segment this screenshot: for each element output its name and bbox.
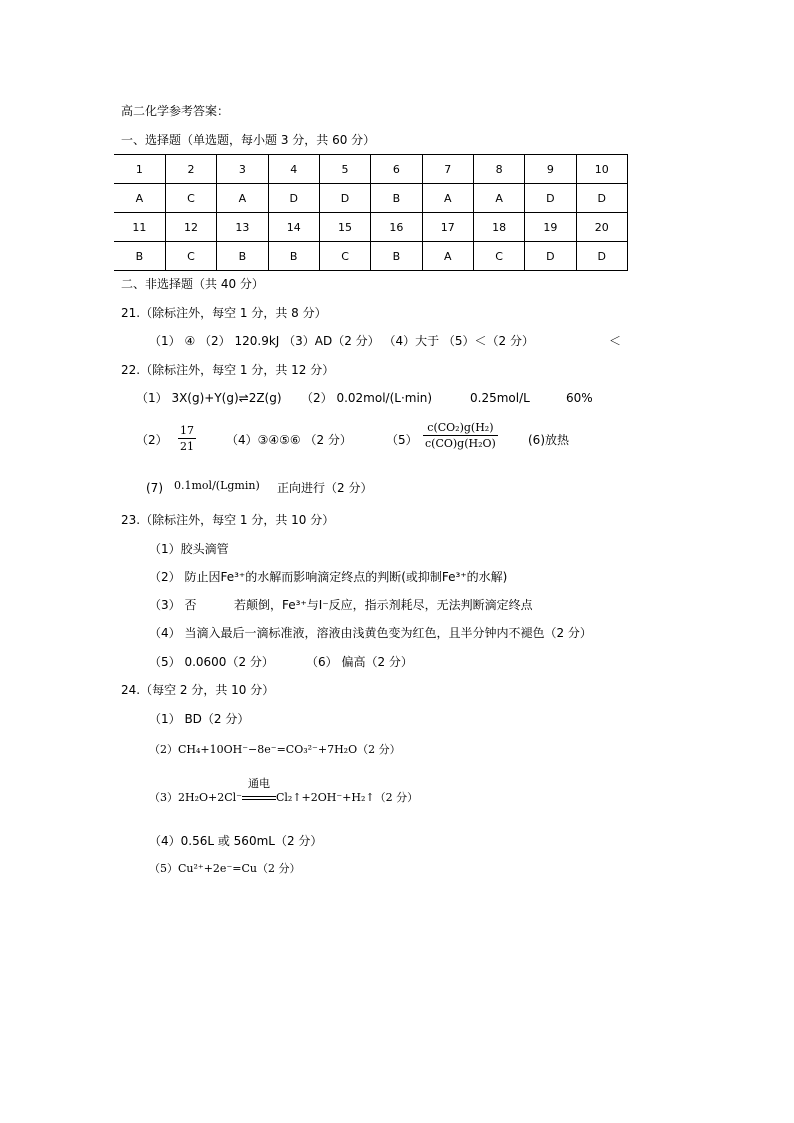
table-cell: B xyxy=(268,242,319,271)
q23-l5-a: （5） 0.0600（2 分） xyxy=(149,655,274,669)
table-cell: B xyxy=(371,184,422,213)
q23-l5-b: （6） 偏高（2 分） xyxy=(306,655,413,669)
table-row xyxy=(114,155,628,184)
table-cell: 14 xyxy=(268,213,319,242)
q24-header: 24.（每空 2 分，共 10 分） xyxy=(121,683,275,697)
q22-l1-d: 60% xyxy=(566,391,593,405)
q21-line1: （1） ④ （2） 120.9kJ （3）AD（2 分） （4）大于 （5）＜（2 分） xyxy=(149,334,535,348)
table-cell: C xyxy=(473,242,524,271)
table-cell: A xyxy=(114,184,165,213)
table-cell: 20 xyxy=(576,213,627,242)
table-cell: D xyxy=(319,184,370,213)
table-row xyxy=(114,242,628,271)
table-cell: 15 xyxy=(319,213,370,242)
table-cell: A xyxy=(217,184,268,213)
table-cell: 4 xyxy=(268,155,319,184)
table-cell: 6 xyxy=(371,155,422,184)
q24-l1: （1） BD（2 分） xyxy=(149,712,250,726)
q22-l3-a: (7) xyxy=(146,481,163,495)
table-cell: D xyxy=(576,184,627,213)
q22-eq xyxy=(423,420,498,451)
table-cell: D xyxy=(525,184,576,213)
table-cell: 1 xyxy=(114,155,165,184)
table-cell: 11 xyxy=(114,213,165,242)
q22-l3-c: 正向进行（2 分） xyxy=(277,481,373,495)
table-cell: B xyxy=(217,242,268,271)
doc-title: 高二化学参考答案： xyxy=(121,104,230,118)
table-cell: B xyxy=(371,242,422,271)
table-cell: 5 xyxy=(319,155,370,184)
q24-l3-right: Cl₂↑+2OH⁻+H₂↑（2 分） xyxy=(275,791,419,804)
q22-l1-a: （1） 3X(g)+Y(g)⇌2Z(g) xyxy=(136,391,282,405)
equals-bars xyxy=(242,796,276,800)
table-cell: 7 xyxy=(422,155,473,184)
table-cell: 19 xyxy=(525,213,576,242)
table-row xyxy=(114,184,628,213)
frac-num: 17 xyxy=(180,424,194,437)
table-cell: 2 xyxy=(165,155,216,184)
table-cell: 12 xyxy=(165,213,216,242)
table-cell: D xyxy=(268,184,319,213)
q23-l1: （1）胶头滴管 xyxy=(149,542,229,556)
q22-l2-d: (6)放热 xyxy=(528,433,569,447)
table-cell: C xyxy=(165,242,216,271)
table-cell: C xyxy=(165,184,216,213)
table-cell: D xyxy=(525,242,576,271)
table-cell: 18 xyxy=(473,213,524,242)
table-cell: 13 xyxy=(217,213,268,242)
q24-l4: （4）0.56L 或 560mL（2 分） xyxy=(149,834,323,848)
q24-l2: （2）CH₄+10OH⁻−8e⁻=CO₃²⁻+7H₂O（2 分） xyxy=(149,743,401,756)
table-cell: A xyxy=(422,184,473,213)
q21-header: 21.（除标注外，每空 1 分，共 8 分） xyxy=(121,306,327,320)
q23-l3-b: 若颠倒，Fe³⁺与I⁻反应，指示剂耗尽，无法判断滴定终点 xyxy=(234,598,533,612)
q24-l3-left: （3）2H₂O+2Cl⁻ xyxy=(149,791,242,804)
table-row xyxy=(114,213,628,242)
q22-l1-b: （2） 0.02mol/(L·min) xyxy=(301,391,433,405)
table-cell: B xyxy=(114,242,165,271)
condition-label: 通电 xyxy=(247,777,270,790)
q21-line1-tail: ＜ xyxy=(609,334,622,348)
q24-l5: （5）Cu²⁺+2e⁻=Cu（2 分） xyxy=(149,862,301,875)
q22-header: 22.（除标注外，每空 1 分，共 12 分） xyxy=(121,363,335,377)
q22-l3-b: 0.1mol/(Lgmin) xyxy=(174,479,260,492)
table-cell: C xyxy=(319,242,370,271)
section2-heading: 二、非选择题（共 40 分） xyxy=(121,277,264,291)
q22-l2-b: （4）③④⑤⑥ （2 分） xyxy=(226,433,352,447)
table-cell: D xyxy=(576,242,627,271)
q24-l3 xyxy=(149,777,419,806)
frac-den: 21 xyxy=(180,440,194,453)
table-cell: 8 xyxy=(473,155,524,184)
equilibrium-constant-fraction xyxy=(423,420,498,451)
table-cell: 10 xyxy=(576,155,627,184)
table-cell: 16 xyxy=(371,213,422,242)
section1-heading: 一、选择题（单选题，每小题 3 分，共 60 分） xyxy=(121,133,376,147)
fraction-17-21 xyxy=(178,423,196,454)
electrolysis-condition xyxy=(242,777,276,806)
eq-num: c(CO₂)g(H₂) xyxy=(423,420,498,436)
q23-header: 23.（除标注外，每空 1 分，共 10 分） xyxy=(121,513,335,527)
q22-l2-a: （2） xyxy=(136,433,168,447)
table-cell: 9 xyxy=(525,155,576,184)
table-cell: 17 xyxy=(422,213,473,242)
answer-table xyxy=(114,154,628,271)
q22-l1-c: 0.25mol/L xyxy=(470,391,530,405)
q22-l2-c: （5） xyxy=(386,433,418,447)
table-cell: 3 xyxy=(217,155,268,184)
q22-frac xyxy=(178,423,196,454)
table-cell: A xyxy=(473,184,524,213)
eq-den: c(CO)g(H₂O) xyxy=(425,437,496,450)
q23-l3-a: （3） 否 xyxy=(149,598,197,612)
table-cell: A xyxy=(422,242,473,271)
q23-l2: （2） 防止因Fe³⁺的水解而影响滴定终点的判断(或抑制Fe³⁺的水解) xyxy=(149,570,508,584)
q23-l4: （4） 当滴入最后一滴标准液，溶液由浅黄色变为红色，且半分钟内不褪色（2 分） xyxy=(149,626,592,640)
